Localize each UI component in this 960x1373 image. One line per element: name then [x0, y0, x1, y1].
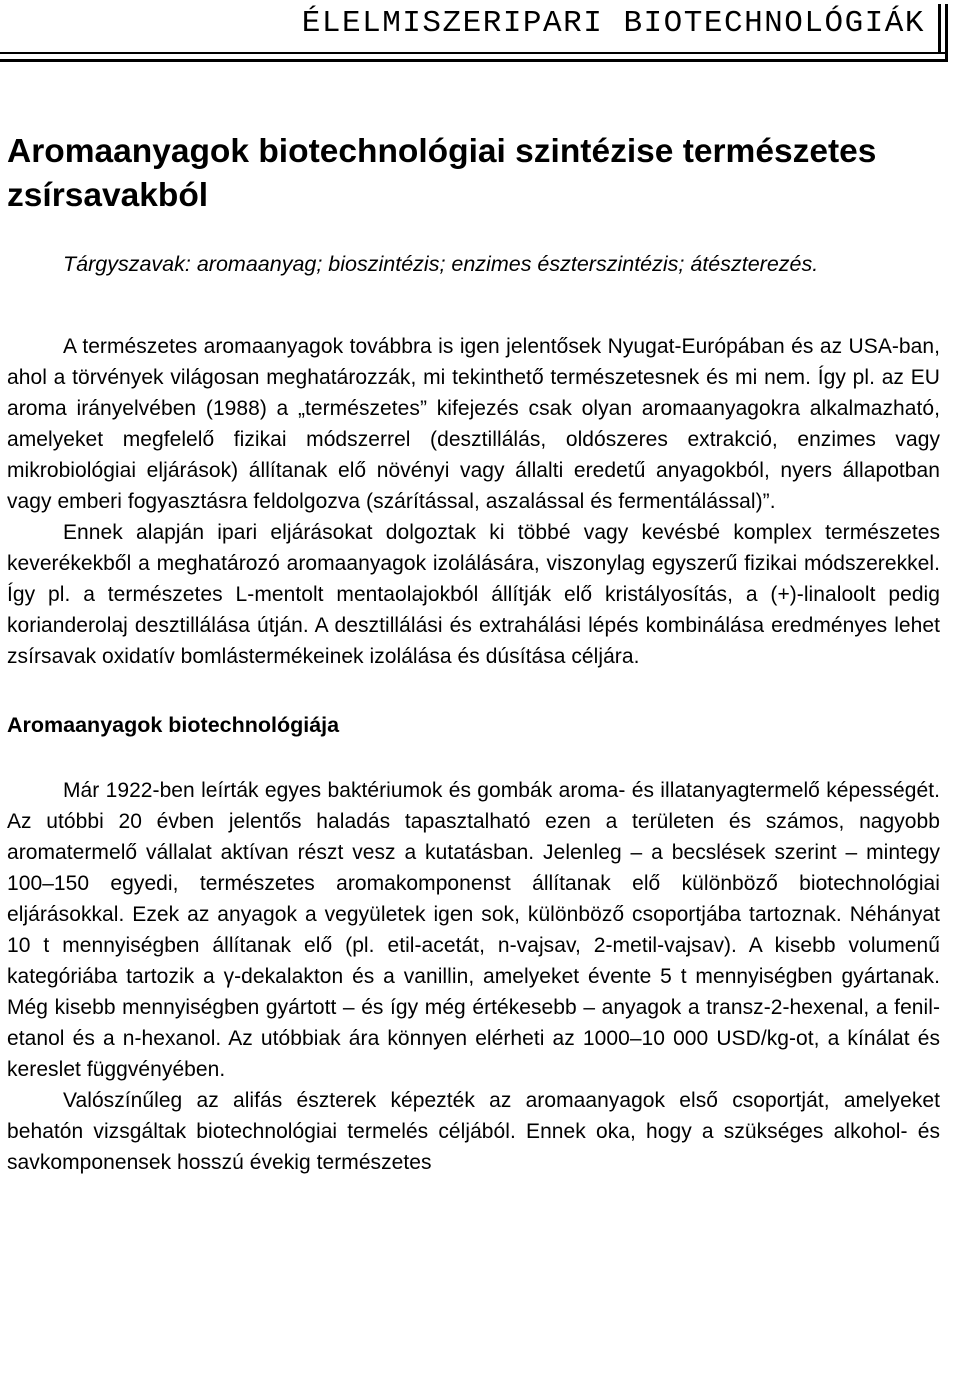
intro-paragraph-1: A természetes aromaanyagok továbbra is igen jelentősek Nyugat-Európában és az USA-ban, ahol a törvények világosan meghatározzák, mi tekinthető természetesnek és mi nem. Így pl. az EU aroma irányelvében (1988) a „természetes” kifejezés csak olyan aromaanyagokra alkalmazható, amelyeket megfelelő fizikai módszerrel (desztillálás, oldószeres extrakció, enzimes vagy mikrobiológiai eljárások) állítanak elő növényi vagy állalti eredetű anyagokból, nyers állapotban vagy emberi fogyasztásra feldolgozva (szárítással, aszalással és fermentálással)”. — [7, 335, 940, 513]
section-heading: Aromaanyagok biotechnológiája — [7, 713, 340, 737]
intro-paragraph-2: Ennek alapján ipari eljárásokat dolgoztak ki többé vagy kevésbé komplex természetes keverékekből a meghatározó aromaanyagok izolálására, viszonylag egyszerű fizikai módszerekkel. Így pl. a természetes L-mentolt mentaolajokból állítják elő kristályosítás, a (+)-linaloolt pedig korianderolaj desztillálása útján. A desztillálási és extrahálási lépés kombinálása eredményes lehet zsírsavak oxidatív bomlástermékeinek izolálása és dúsítása céljára. — [7, 521, 940, 668]
section-paragraph-2: Valószínűleg az alifás észterek képezték az aromaanyagok első csoportját, amelyeket behatón vizsgáltak biotechnológiai termelés céljából. Ennek oka, hogy a szükséges alkohol- és savkomponensek hosszú évekig természetes — [7, 1089, 940, 1174]
header-rule-double — [0, 59, 948, 62]
article-title: Aromaanyagok biotechnológiai szintézise természetes zsírsavakból — [7, 133, 877, 214]
keywords-label: Tárgyszavak: — [63, 252, 191, 276]
header-rule — [0, 52, 948, 54]
section-paragraph-1: Már 1922-ben leírták egyes baktériumok és gombák aroma- és illatanyagtermelő képességét. Az utóbbi 20 évben jelentős haladás tapasztalható ezen a területen és számos, nagyobb aromatermelő vállalat aktívan részt vesz a kutatásban. Jelenleg – a becslések szerint – mintegy 100–150 egyedi, természetes aromakomponenst állítanak elő különböző biotechnológiai eljárásokkal. Ezek az anyagok a vegyületek igen sok, különböző csoportjába tartoznak. Néhányat 10 t mennyiségben állítanak elő (pl. etil-acetát, n-vajsav, 2-metil-vajsav). A kisebb volumenű kategóriába tartozik a γ-dekalakton és a vanillin, amelyeket évente 5 t mennyiségben gyártanak. Még kisebb mennyiségben gyártott – és így még értékesebb – anyagok a transz-2-hexenal, a fenil-etanol és a n-hexanol. Az utóbbiak ára könnyen elérheti az 1000–10 000 USD/kg-ot, a kínálat és kereslet függvényében. — [7, 779, 940, 1081]
header-vertical-rule-outer — [945, 4, 948, 62]
article-body — [7, 130, 940, 1178]
header-vertical-rule — [938, 4, 941, 54]
running-title: ÉLELMISZERIPARI BIOTECHNOLÓGIÁK — [301, 6, 925, 41]
keywords-text: aromaanyag; bioszintézis; enzimes észterszintézis; átészterezés. — [196, 252, 819, 276]
keywords-line — [7, 250, 940, 279]
running-header — [0, 0, 945, 56]
